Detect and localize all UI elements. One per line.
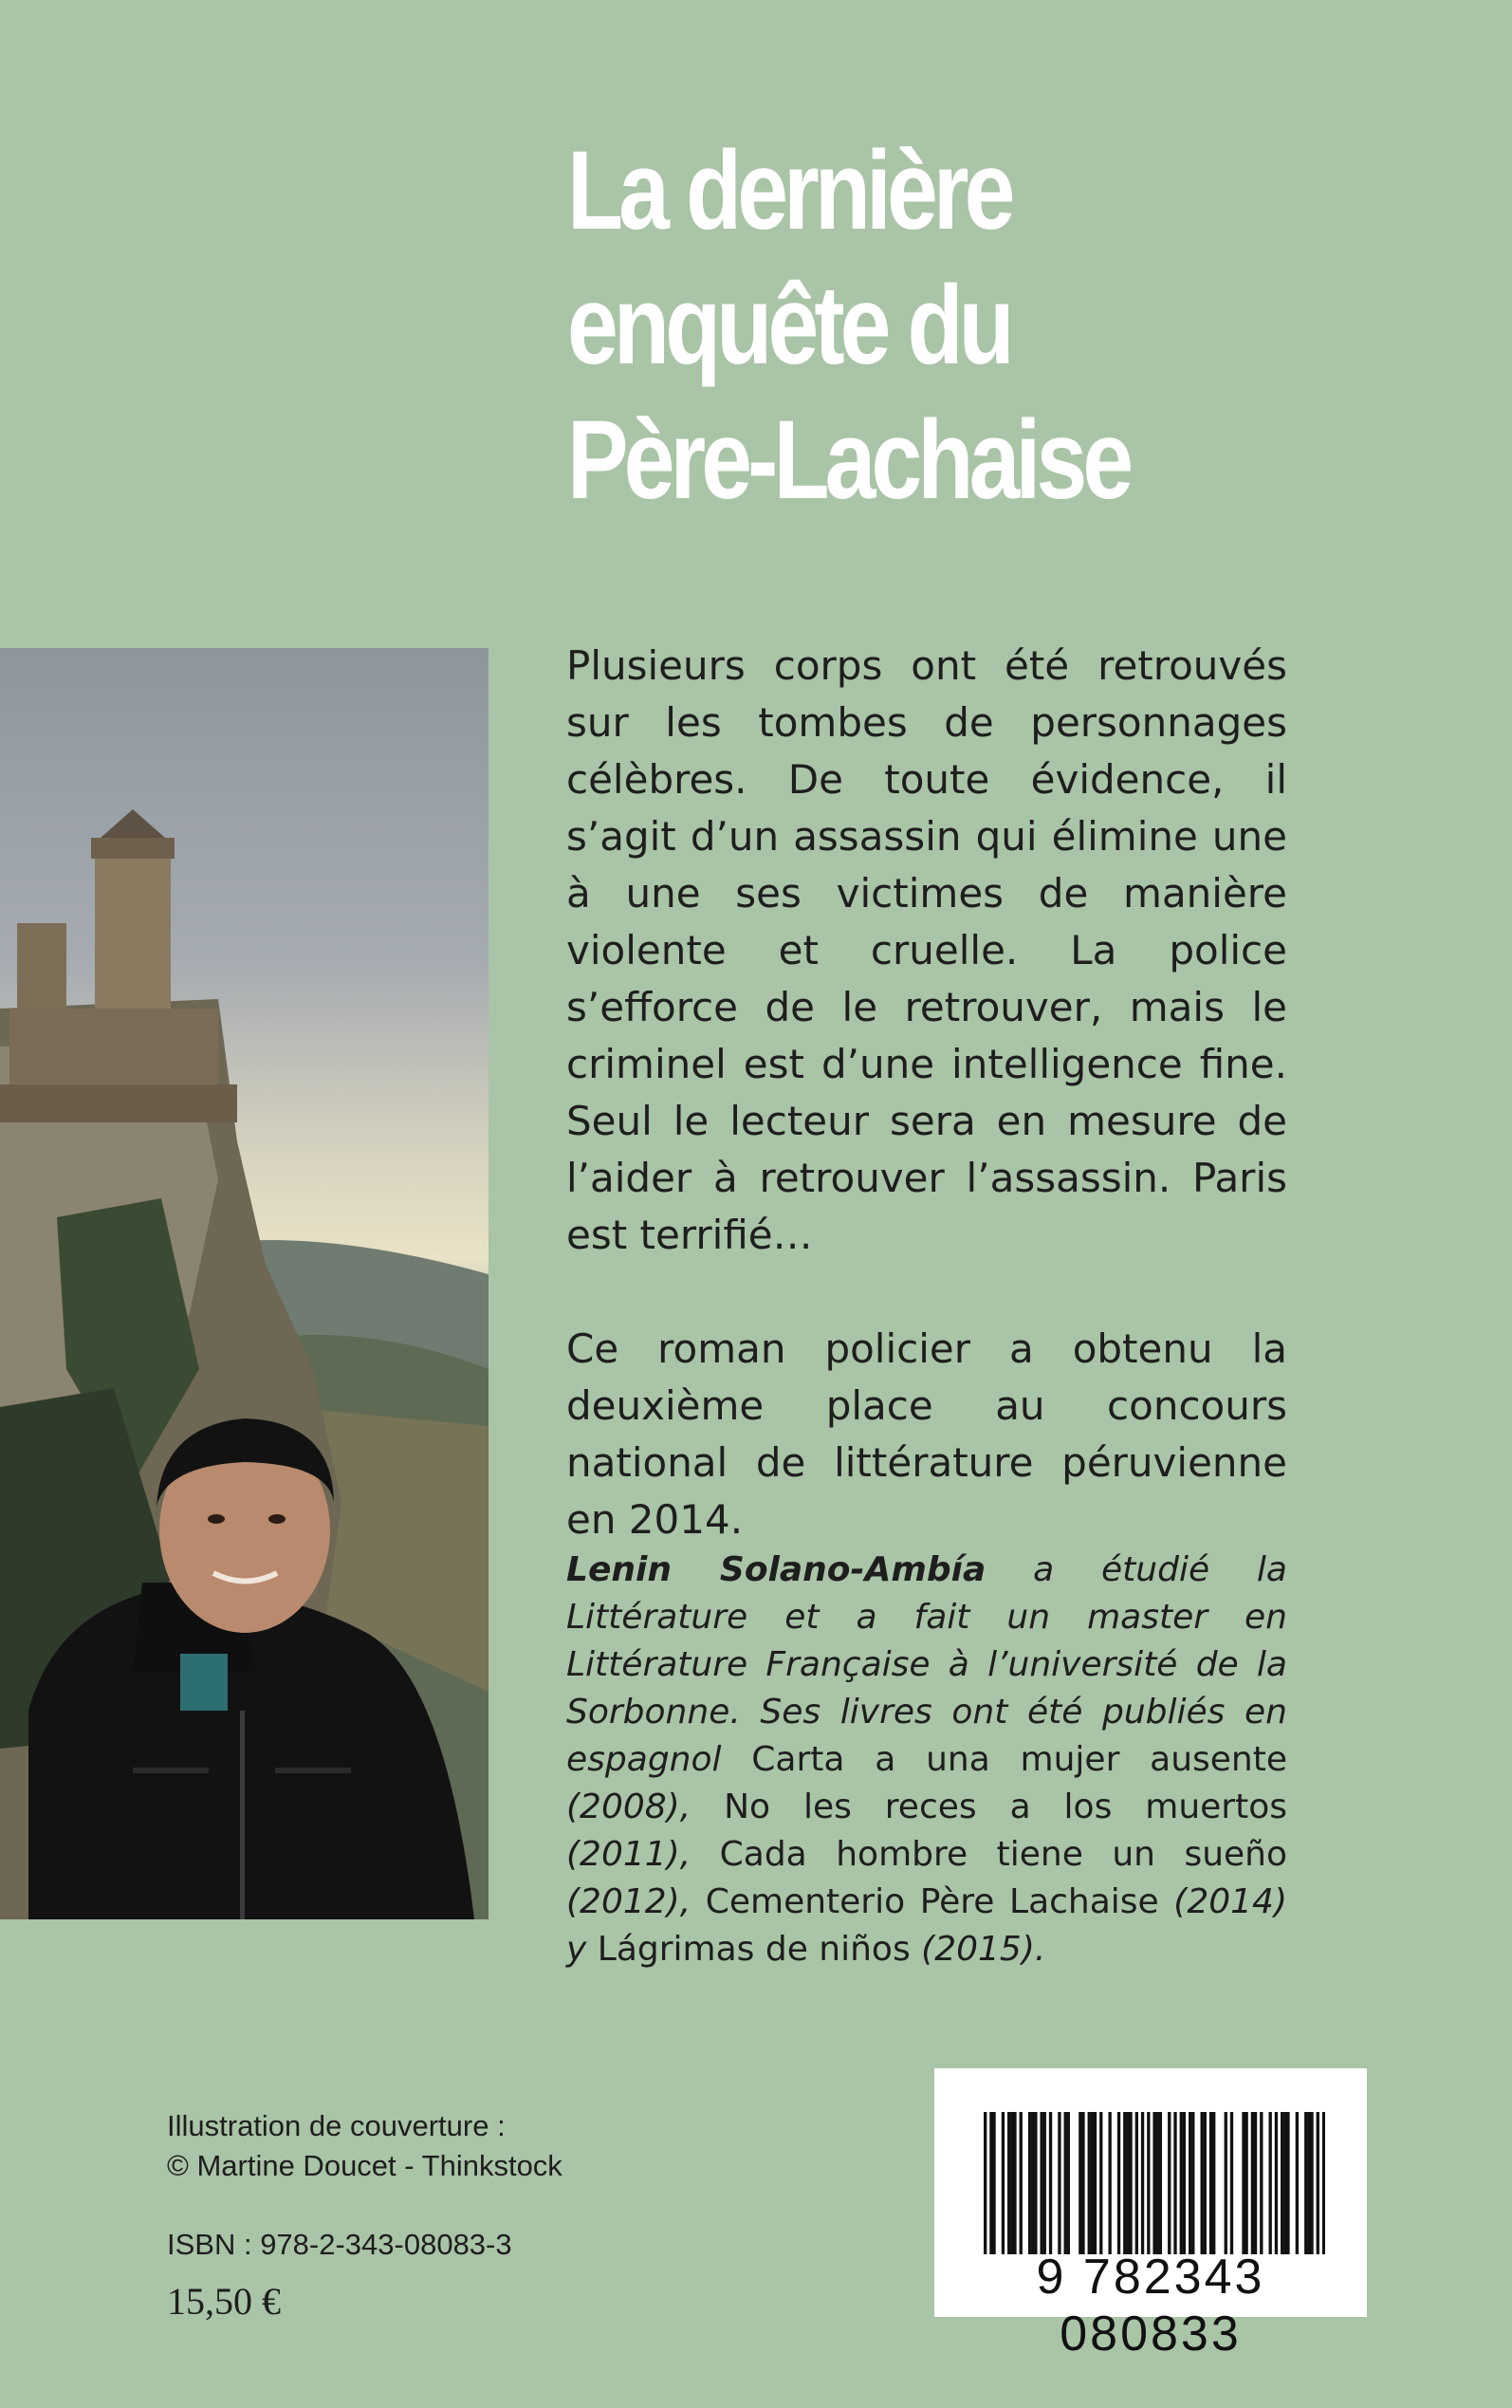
barcode-bar bbox=[1212, 2112, 1215, 2254]
barcode-bar bbox=[1091, 2112, 1094, 2254]
barcode-bar bbox=[1007, 2112, 1010, 2254]
barcode-bar bbox=[1183, 2112, 1186, 2254]
barcode-bar bbox=[1079, 2112, 1081, 2254]
bio-book-5: Lágrimas de niños bbox=[586, 1930, 922, 1969]
barcode-bar bbox=[1286, 2112, 1289, 2254]
barcode-bar bbox=[1281, 2112, 1283, 2254]
barcode-bar bbox=[1275, 2112, 1278, 2254]
barcode-bar bbox=[1269, 2112, 1272, 2254]
barcode-bar bbox=[1304, 2112, 1307, 2254]
barcode-bar bbox=[1242, 2112, 1245, 2254]
bio-year-4: (2014) y bbox=[566, 1882, 1287, 1969]
barcode-bar bbox=[1094, 2112, 1097, 2254]
barcode-bar bbox=[1058, 2112, 1060, 2254]
barcode-bar bbox=[1064, 2112, 1067, 2254]
barcode-bar bbox=[1031, 2112, 1034, 2254]
barcode-bar bbox=[1209, 2112, 1212, 2254]
barcode-bar bbox=[1225, 2112, 1227, 2254]
author-photo bbox=[0, 648, 489, 1919]
barcode-bar bbox=[1191, 2112, 1194, 2254]
barcode-digits: 9 782343 080833 bbox=[1036, 2250, 1265, 2362]
barcode-bar bbox=[1117, 2112, 1120, 2254]
bio-year-2: (2011), bbox=[566, 1835, 691, 1874]
barcode-bar bbox=[1245, 2112, 1247, 2254]
barcode-bar bbox=[1251, 2112, 1254, 2254]
blurb-paragraph-1: Plusieurs corps ont été retrouvés sur les tombes de personnages célèbres. De toute évidence, il s’agit d’un assassin qui élimine une à une ses victimes de manière violente et cruelle. La police s’efforce de le retrouver, mais le criminel est d’une intelligence fine. Seul le lecteur sera en mesure de l’aider à retrouver l’assassin. Paris est terrifié… bbox=[566, 642, 1287, 1258]
barcode-bar bbox=[1156, 2112, 1159, 2254]
bio-year-5: (2015). bbox=[921, 1930, 1046, 1969]
bio-book-2: No les reces a los muertos bbox=[691, 1787, 1287, 1826]
barcode-bar bbox=[1307, 2112, 1310, 2254]
barcode-bar bbox=[1002, 2112, 1005, 2254]
bio-year-3: (2012), bbox=[566, 1882, 691, 1921]
barcode-bar bbox=[1081, 2112, 1084, 2254]
back-cover-blurb bbox=[566, 638, 1287, 1548]
title-line-3: Père-Lachaise bbox=[567, 398, 1130, 523]
barcode-bar bbox=[1296, 2112, 1299, 2254]
barcode-bar bbox=[1168, 2112, 1171, 2254]
bio-year-1: (2008), bbox=[566, 1787, 691, 1826]
barcode-bar bbox=[1141, 2112, 1144, 2254]
barcode-bar bbox=[1152, 2112, 1155, 2254]
barcode-bar bbox=[1189, 2112, 1191, 2254]
author-bio bbox=[566, 1547, 1287, 1973]
barcode-bar bbox=[1049, 2112, 1052, 2254]
barcode-bar bbox=[1204, 2112, 1207, 2254]
barcode-bar bbox=[1322, 2112, 1325, 2254]
bio-book-3: Cada hombre tiene un sueño bbox=[691, 1835, 1287, 1874]
barcode-bar bbox=[1260, 2112, 1263, 2254]
barcode-bar bbox=[1126, 2112, 1129, 2254]
title-line-1: La dernière bbox=[567, 128, 1011, 253]
barcode-bar bbox=[1108, 2112, 1111, 2254]
barcode-bars bbox=[984, 2112, 1325, 2254]
barcode-bar bbox=[1180, 2112, 1183, 2254]
bio-book-4: Cementerio Père Lachaise bbox=[691, 1882, 1174, 1921]
barcode-bar bbox=[992, 2112, 995, 2254]
barcode-bar bbox=[984, 2112, 986, 2254]
credits-line-1: Illustration de couverture : bbox=[167, 2109, 506, 2142]
barcode-bar bbox=[1020, 2112, 1023, 2254]
barcode-bar bbox=[1173, 2112, 1176, 2254]
barcode-bar bbox=[1067, 2112, 1070, 2254]
barcode-bar bbox=[1317, 2112, 1319, 2254]
barcode-bar bbox=[1040, 2112, 1042, 2254]
isbn: ISBN : 978-2-343-08083-3 bbox=[167, 2228, 512, 2261]
barcode-bar bbox=[1013, 2112, 1016, 2254]
barcode-bar bbox=[1135, 2112, 1138, 2254]
barcode-bar bbox=[1043, 2112, 1046, 2254]
blurb-paragraph-2: Ce roman policier a obtenu la deuxième place au concours national de littérature péruvienne en 2014. bbox=[566, 1325, 1287, 1543]
author-photo-illustration bbox=[0, 648, 489, 1919]
barcode bbox=[934, 2068, 1367, 2362]
barcode-bar bbox=[1283, 2112, 1286, 2254]
barcode-bar bbox=[1010, 2112, 1013, 2254]
barcode-bar bbox=[1310, 2112, 1313, 2254]
credits-line-2: © Martine Doucet - Thinkstock bbox=[167, 2149, 562, 2182]
barcode-bar bbox=[989, 2112, 992, 2254]
barcode-bar bbox=[1201, 2112, 1204, 2254]
barcode-bar bbox=[1230, 2112, 1233, 2254]
bio-text: a étudié la Littérature et a fait un master en Littérature Française à l’université de la Sorbonne. Ses livres ont été publiés en espagnol bbox=[566, 1550, 1287, 1779]
book-title bbox=[567, 123, 1189, 528]
price: 15,50 € bbox=[167, 2280, 281, 2323]
barcode-bar bbox=[1147, 2112, 1150, 2254]
barcode-bar bbox=[1099, 2112, 1102, 2254]
barcode-bar bbox=[1159, 2112, 1162, 2254]
barcode-bar bbox=[1028, 2112, 1031, 2254]
cover-credits bbox=[167, 2106, 562, 2186]
barcode-bar bbox=[1034, 2112, 1037, 2254]
barcode-bar bbox=[1254, 2112, 1257, 2254]
bio-book-1: Carta a una mujer ausente bbox=[721, 1740, 1287, 1779]
title-line-2: enquête du bbox=[567, 263, 1010, 388]
barcode-bar bbox=[1129, 2112, 1132, 2254]
barcode-bar bbox=[1123, 2112, 1126, 2254]
bio-author-name: Lenin Solano-Ambía bbox=[566, 1550, 986, 1589]
barcode-bar bbox=[1088, 2112, 1091, 2254]
